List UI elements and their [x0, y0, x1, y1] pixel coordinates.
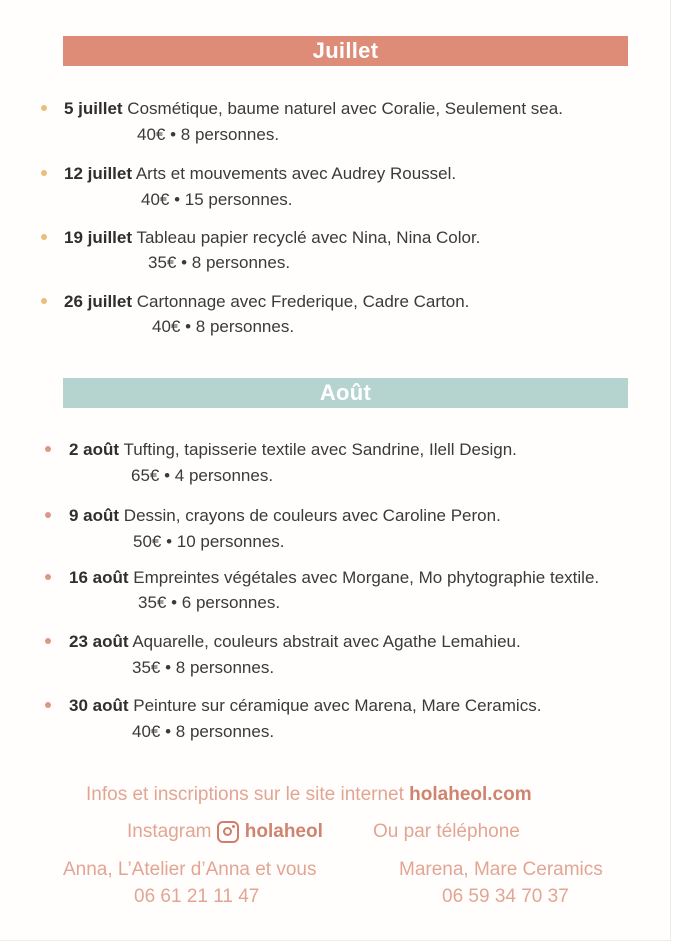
event-description: Tufting, tapisserie textile avec Sandrine, Ilell Design. [119, 440, 517, 459]
event-date: 16 août [69, 568, 129, 587]
bullet-icon [45, 638, 51, 644]
instagram-handle[interactable]: holaheol [244, 821, 323, 843]
event-date: 30 août [69, 696, 129, 715]
event-details: 40€ • 15 personnes. [141, 190, 293, 209]
event-description: Cosmétique, baume naturel avec Coralie, Seulement sea. [122, 99, 563, 118]
event-date: 12 juillet [64, 164, 133, 183]
phone-label: Ou par téléphone [373, 821, 520, 842]
bullet-icon [45, 574, 51, 580]
event-details: 65€ • 4 personnes. [131, 466, 274, 485]
contact1-phone[interactable]: 06 61 21 11 47 [134, 886, 260, 907]
event-date: 9 août [69, 506, 120, 525]
event-date: 26 juillet [64, 292, 133, 311]
event-description: Cartonnage avec Frederique, Cadre Carton. [132, 292, 470, 311]
event-description: Aquarelle, couleurs abstrait avec Agathe Lemahieu. [128, 632, 521, 651]
instagram-line [127, 821, 323, 843]
bullet-icon [45, 702, 51, 708]
event-date: 2 août [69, 440, 120, 459]
event-details: 35€ • 8 personnes. [148, 253, 291, 272]
event-details: 40€ • 8 personnes. [137, 125, 280, 144]
contact2-phone[interactable]: 06 59 34 70 37 [442, 886, 569, 907]
event-description: Arts et mouvements avec Audrey Roussel. [132, 164, 457, 183]
info-text: Infos et inscriptions sur le site internet [86, 784, 410, 805]
aout-banner: Août [63, 378, 628, 408]
bullet-icon [41, 170, 47, 176]
bullet-icon [45, 512, 51, 518]
event-description: Tableau papier recyclé avec Nina, Nina Color. [132, 228, 481, 247]
website-link[interactable]: holaheol.com [409, 784, 532, 805]
event-description: Peinture sur céramique avec Marena, Mare Ceramics. [128, 696, 542, 715]
juillet-banner: Juillet [63, 36, 628, 66]
event-description: Dessin, crayons de couleurs avec Caroline Peron. [119, 506, 501, 525]
event-details: 35€ • 8 personnes. [132, 658, 275, 677]
event-date: 23 août [69, 632, 129, 651]
bullet-icon [45, 446, 51, 452]
contact2-name: Marena, Mare Ceramics [399, 859, 603, 880]
bullet-icon [41, 105, 47, 111]
instagram-label: Instagram [127, 821, 212, 843]
instagram-icon [217, 821, 239, 843]
event-date: 19 juillet [64, 228, 133, 247]
bullet-icon [41, 234, 47, 240]
event-details: 40€ • 8 personnes. [152, 317, 295, 336]
event-details: 35€ • 6 personnes. [138, 593, 281, 612]
bullet-icon [41, 298, 47, 304]
event-details: 50€ • 10 personnes. [133, 532, 285, 551]
event-details: 40€ • 8 personnes. [132, 722, 275, 741]
event-date: 5 juillet [64, 99, 123, 118]
info-line [86, 784, 532, 806]
event-description: Empreintes végétales avec Morgane, Mo phytographie textile. [128, 568, 600, 587]
contact1-name: Anna, L’Atelier d’Anna et vous [63, 859, 317, 880]
